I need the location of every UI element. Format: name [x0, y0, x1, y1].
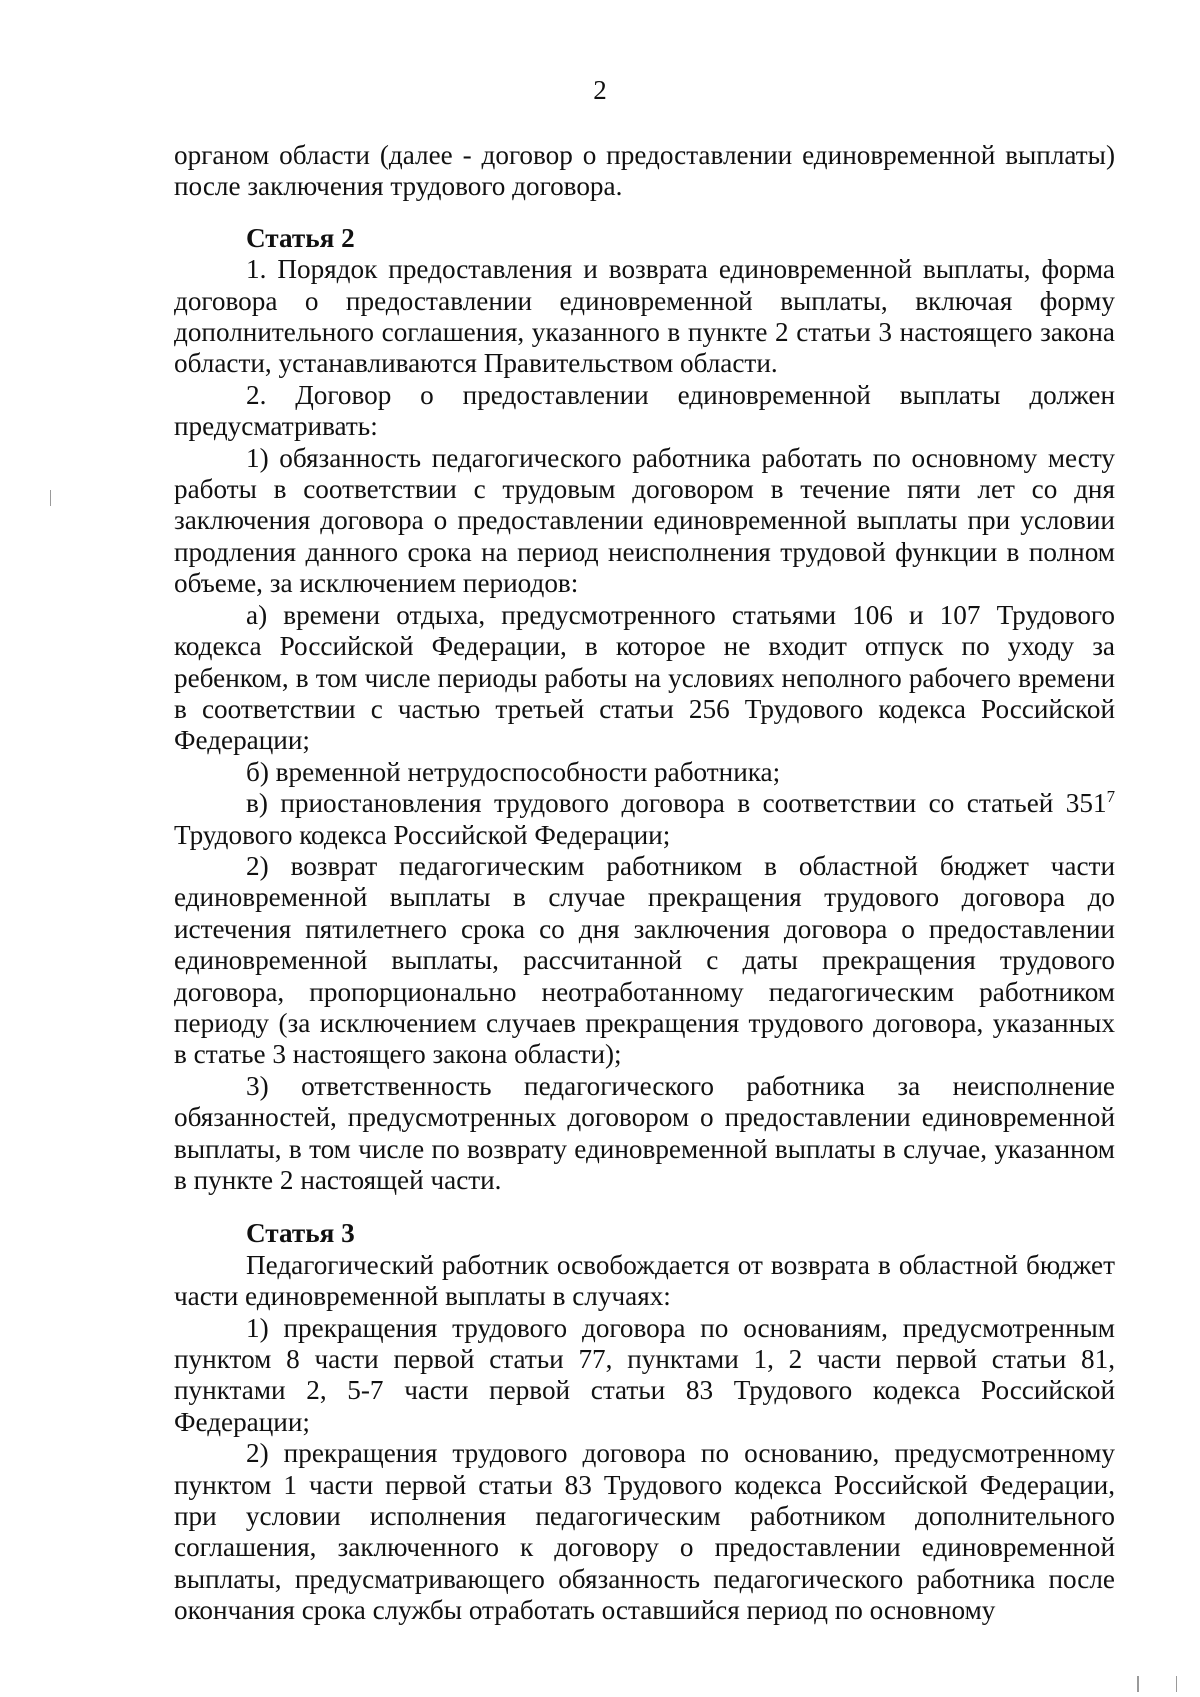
- article-number-superscript: 7: [1106, 787, 1115, 807]
- article-3-heading: Статья 3: [246, 1218, 355, 1249]
- subitem-v-text-start: в) приостановления трудового договора в соответствии со статьей 351: [246, 788, 1107, 819]
- scan-artifact-left: [50, 490, 51, 506]
- article-2-subitem-v: [174, 788, 1115, 851]
- article-2-paragraph-1: 1. Порядок предоставления и возврата единовременной выплаты, форма договора о предоставлении единовременной выплаты, включая форму дополнительного соглашения, указанного в пункте 2 статьи 3 настоящего закона области, устанавливаются Правительством области.: [174, 254, 1115, 379]
- article-2-subitem-b: б) временной нетрудоспособности работника;: [246, 756, 781, 787]
- subitem-v-text-end: Трудового кодекса Российской Федерации;: [174, 819, 671, 850]
- article-3-item-2: 2) прекращения трудового договора по основанию, предусмотренному пунктом 1 части первой статьи 83 Трудового кодекса Российской Федерации, при условии исполнения педагогическим работником дополнительного соглашения, заключенного к договору о предоставлении единовременной выплаты, предусматривающего обязанность педагогического работника после окончания срока службы отработать оставшийся период по основному: [174, 1438, 1115, 1626]
- intro-paragraph: органом области (далее - договор о предоставлении единовременной выплаты) после заключения трудового договора.: [174, 140, 1115, 202]
- article-2-item-1: 1) обязанность педагогического работника работать по основному месту работы в соответствии с трудовым договором в течение пяти лет со дня заключения договора о предоставлении единовременной выплаты при условии продления данного срока на период неисполнения трудовой функции в полном объеме, за исключением периодов:: [174, 442, 1115, 599]
- scan-artifact-bottom-right: [1176, 1676, 1177, 1692]
- article-2-item-3: 3) ответственность педагогического работника за неисполнение обязанностей, предусмотренных договором о предоставлении единовременной выплаты, в том числе по возврату единовременной выплаты в случае, указанном в пункте 2 настоящей части.: [174, 1070, 1115, 1195]
- scan-artifact-bottom: [1137, 1676, 1139, 1692]
- page-number: 2: [593, 75, 607, 105]
- article-3-paragraph-1: Педагогический работник освобождается от возврата в областной бюджет части единовременной выплаты в случаях:: [174, 1249, 1115, 1312]
- document-body: [174, 140, 1115, 1627]
- article-2-item-2: 2) возврат педагогическим работником в областной бюджет части единовременной выплаты в случае прекращения трудового договора до истечения пятилетнего срока со дня заключения договора о предоставлении единовременной выплаты, рассчитанной с даты прекращения трудового договора, пропорционально неотработанному педагогическим работником периоду (за исключением случаев прекращения трудового договора, указанных в статье 3 настоящего закона области);: [174, 850, 1115, 1070]
- article-2-subitem-a: а) времени отдыха, предусмотренного статьями 106 и 107 Трудового кодекса Российской Федерации, в которое не входит отпуск по уходу за ребенком, в том числе периоды работы на условиях неполного рабочего времени в соответствии с частью третьей статьи 256 Трудового кодекса Российской Федерации;: [174, 599, 1115, 756]
- article-2-heading: Статья 2: [246, 222, 355, 253]
- article-2-paragraph-2: 2. Договор о предоставлении единовременной выплаты должен предусматривать:: [174, 379, 1115, 442]
- article-3-item-1: 1) прекращения трудового договора по основаниям, предусмотренным пунктом 8 части первой статьи 77, пунктами 1, 2 части первой статьи 81, пунктами 2, 5-7 части первой статьи 83 Трудового кодекса Российской Федерации;: [174, 1312, 1115, 1437]
